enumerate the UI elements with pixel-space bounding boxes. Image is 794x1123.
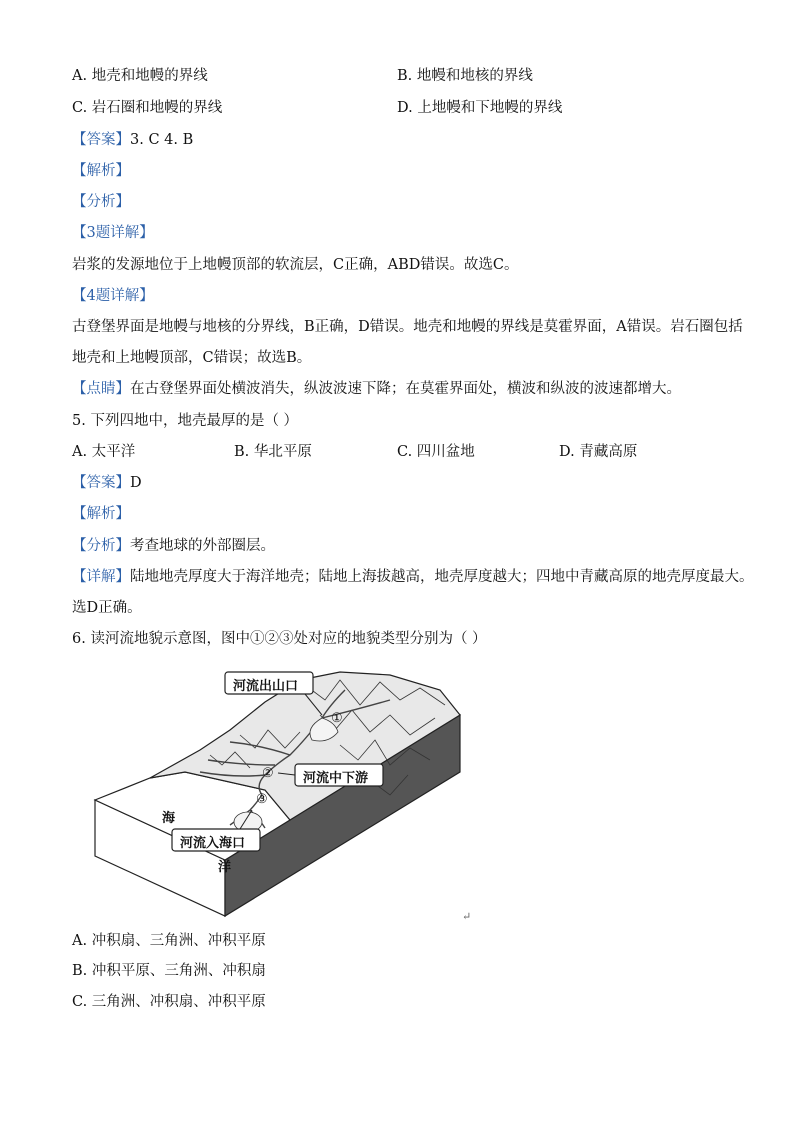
label-river-midlower: 河流中下游 — [303, 771, 369, 786]
marker-2: ② — [262, 766, 274, 781]
sea-label-1: 海 — [162, 811, 176, 826]
q6-option-b: B. 冲积平原、三角洲、冲积扇 — [72, 963, 266, 979]
q6-stem: 6. 读河流地貌示意图，图中①②③处对应的地貌类型分别为（ ） — [72, 631, 487, 647]
analysis-heading: 【解析】 — [72, 163, 130, 179]
q5-option-a: A. 太平洋 — [72, 444, 136, 460]
q4-option-d: D. 上地幔和下地幔的界线 — [397, 100, 563, 116]
answer-34 — [72, 131, 193, 149]
q6-option-a: A. 冲积扇、三角洲、冲积平原 — [72, 933, 266, 949]
marker-3: ③ — [256, 792, 268, 807]
landform-block-svg — [90, 660, 470, 918]
dianjing-tag: 【点睛】 — [72, 381, 130, 397]
q5-analysis-heading: 【解析】 — [72, 506, 130, 522]
q5-answer-tag: 【答案】 — [72, 475, 130, 491]
q5-detail — [72, 568, 754, 586]
q4-detail-text-1: 古登堡界面是地幔与地核的分界线，B正确，D错误。地壳和地幔的界线是莫霍界面，A错误。岩石圈包括 — [72, 319, 743, 335]
river-landform-diagram — [90, 660, 470, 918]
q5-option-c: C. 四川盆地 — [397, 444, 475, 460]
label-river-mouth: 河流入海口 — [180, 836, 246, 851]
q6-option-c: C. 三角洲、冲积扇、冲积平原 — [72, 994, 266, 1010]
q5-fenxi-tag: 【分析】 — [72, 538, 130, 554]
sea-label-2: 洋 — [218, 860, 232, 875]
q3-detail-heading: 【3题详解】 — [72, 225, 154, 241]
q5-option-d: D. 青藏高原 — [559, 444, 638, 460]
q4-detail-heading: 【4题详解】 — [72, 288, 154, 304]
q5-answer — [72, 474, 142, 492]
answer-text: 3. C 4. B — [130, 132, 194, 148]
q4-option-b: B. 地幔和地核的界线 — [397, 68, 533, 84]
q5-stem: 5. 下列四地中，地壳最厚的是（ ） — [72, 413, 299, 429]
q5-answer-value: D — [130, 475, 142, 491]
dianjing — [72, 380, 681, 398]
q5-option-b: B. 华北平原 — [234, 444, 312, 460]
dianjing-text: 在古登堡界面处横波消失，纵波波速下降；在莫霍界面处，横波和纵波的波速都增大。 — [130, 381, 681, 397]
q5-detail-text-2: 选D正确。 — [72, 600, 142, 616]
q5-fenxi-text: 考查地球的外部圈层。 — [130, 538, 275, 554]
fenxi-heading: 【分析】 — [72, 194, 130, 210]
label-river-outlet: 河流出山口 — [233, 679, 299, 694]
q4-detail-text-2: 地壳和上地幔顶部，C错误；故选B。 — [72, 350, 312, 366]
return-mark: ↵ — [462, 910, 472, 923]
q4-option-c: C. 岩石圈和地幔的界线 — [72, 100, 223, 116]
q3-detail-text: 岩浆的发源地位于上地幔顶部的软流层，C正确，ABD错误。故选C。 — [72, 257, 519, 273]
q5-fenxi — [72, 537, 275, 555]
answer-tag: 【答案】 — [72, 132, 130, 148]
q5-detail-text: 陆地地壳厚度大于海洋地壳；陆地上海拔越高，地壳厚度越大；四地中青藏高原的地壳厚度最大。 — [130, 569, 754, 585]
q4-option-a: A. 地壳和地幔的界线 — [72, 68, 208, 84]
q5-detail-tag: 【详解】 — [72, 569, 130, 585]
marker-1: ① — [331, 711, 343, 726]
